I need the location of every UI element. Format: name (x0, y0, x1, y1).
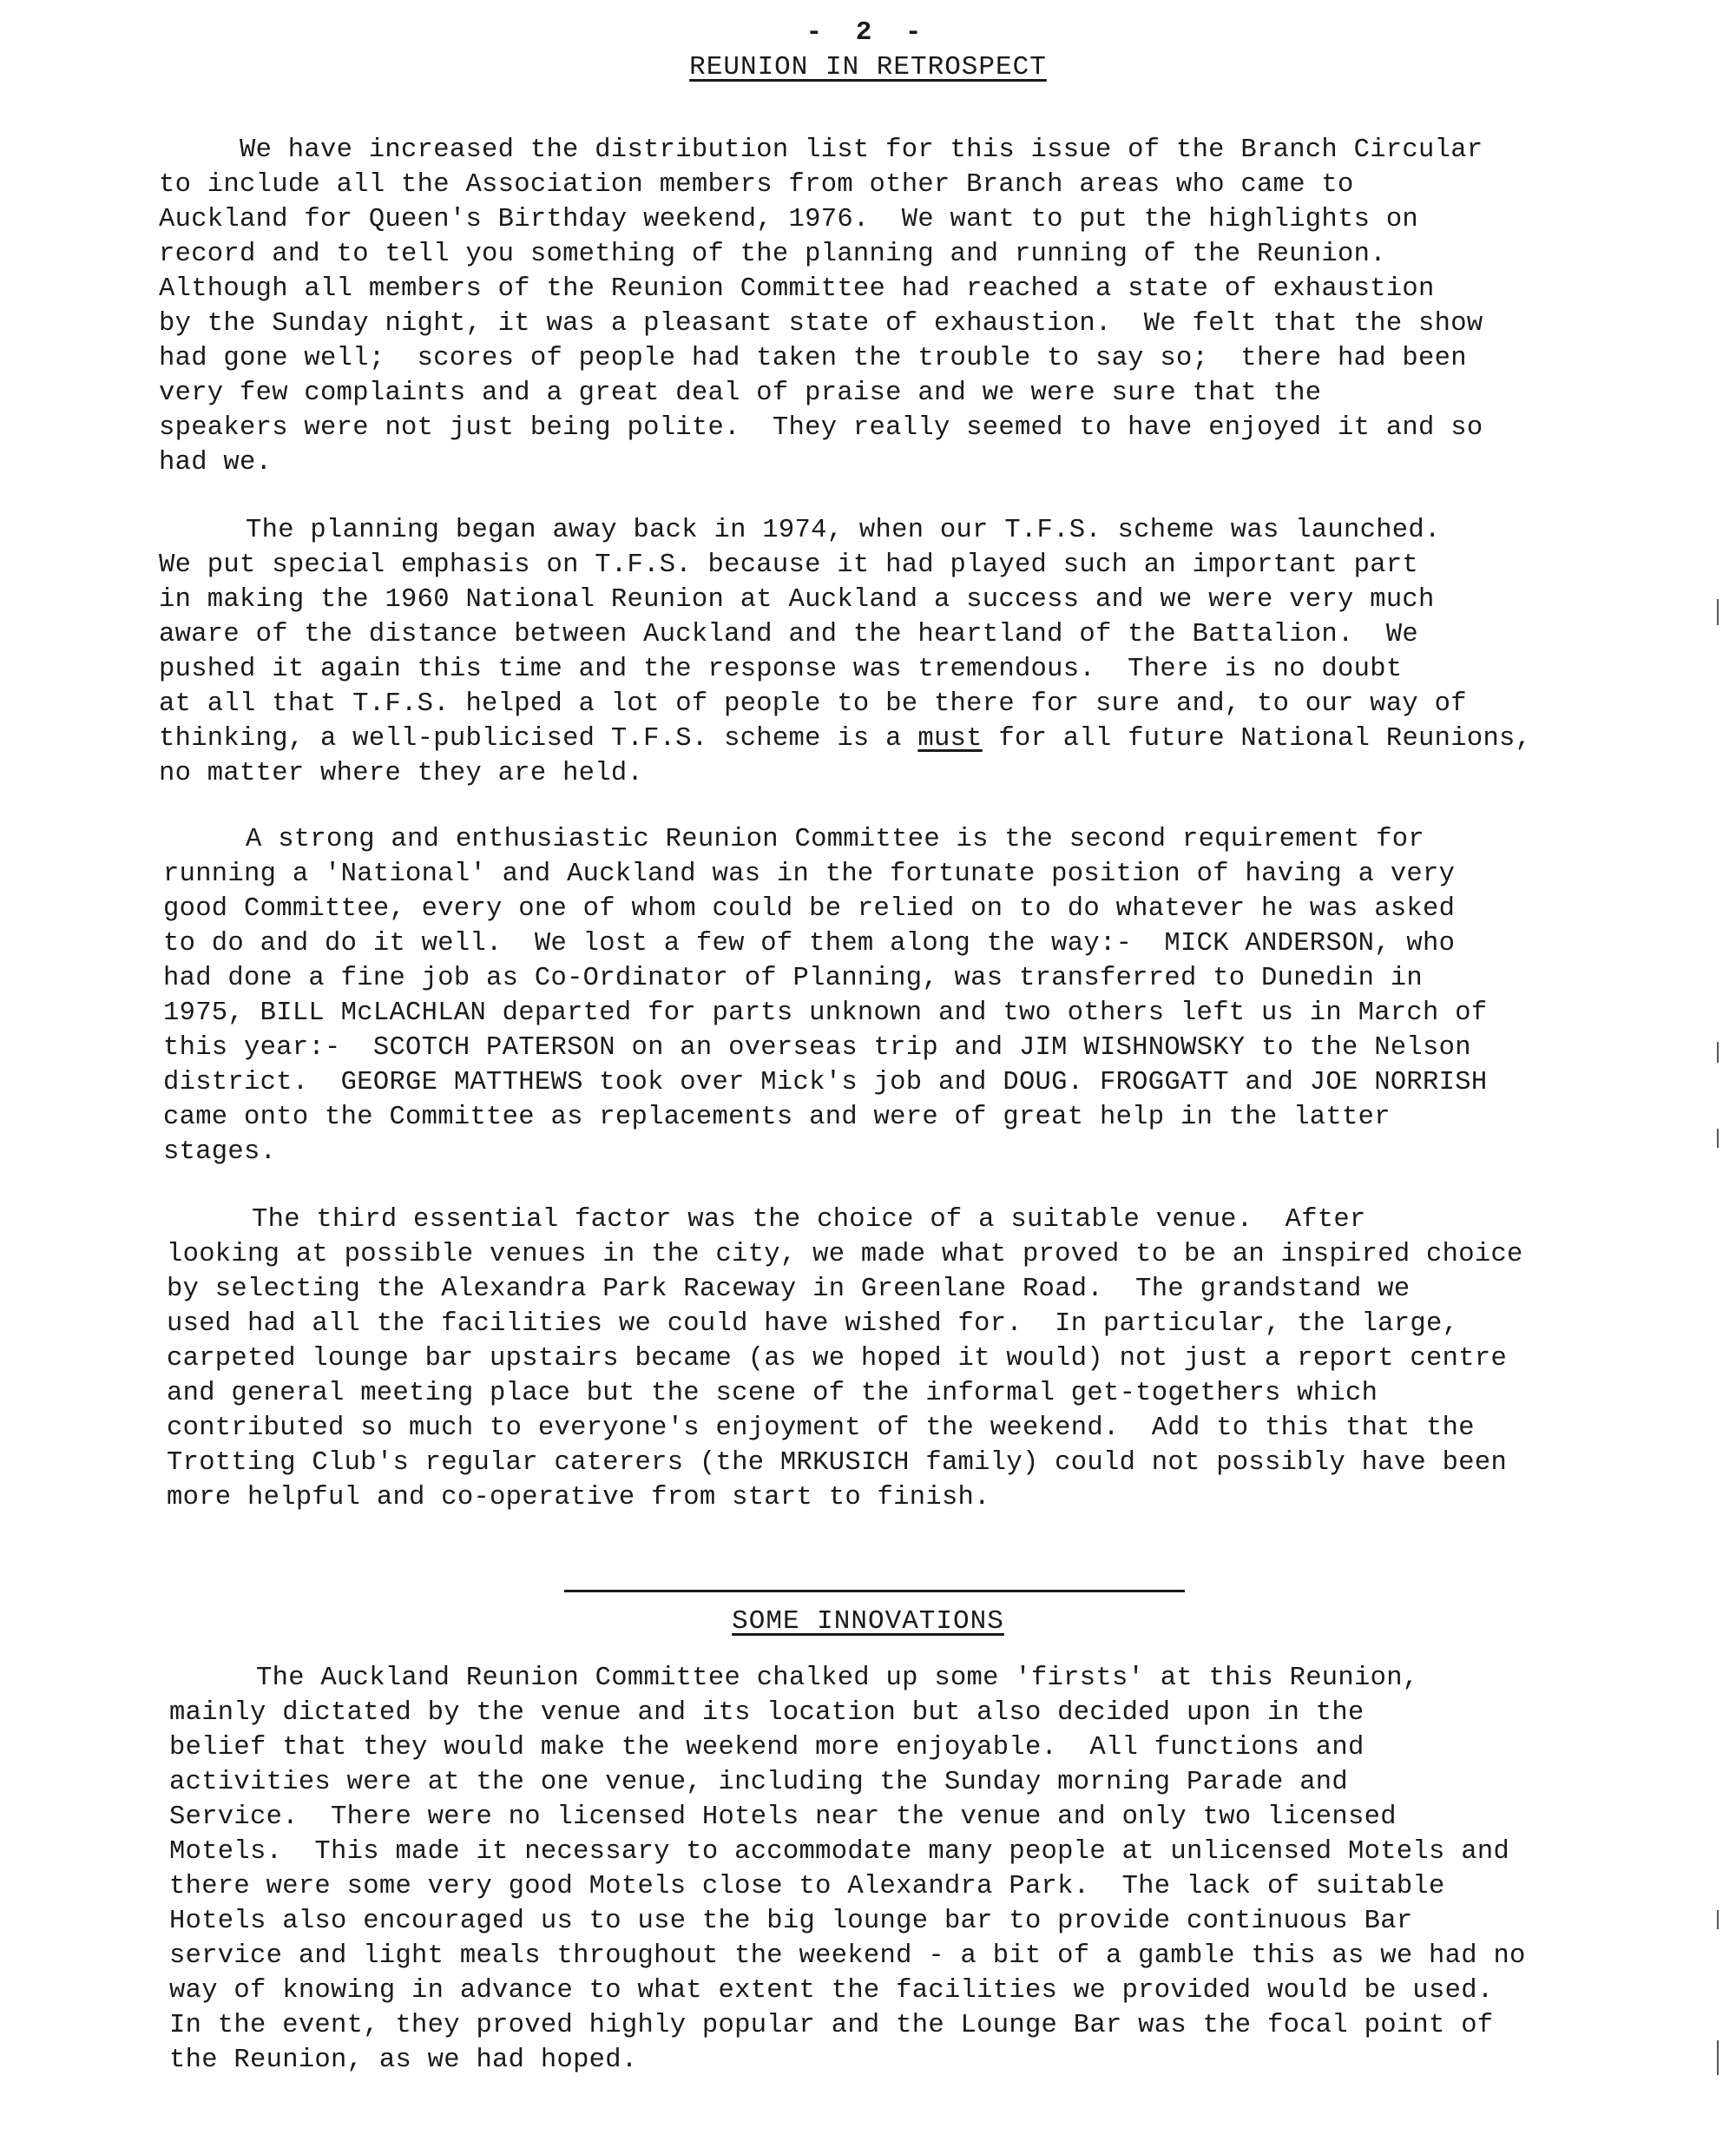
text-line: used had all the facilities we could have wished for. In particular, the large, (167, 1309, 1459, 1339)
text-line: In the event, they proved highly popular and the Lounge Bar was the focal point of (169, 2011, 1494, 2040)
text-line: Service. There were no licensed Hotels near the venue and only two licensed (169, 1802, 1397, 1832)
text-line: 1975, BILL McLACHLAN departed for parts unknown and two others left us in March of (163, 998, 1488, 1028)
text-line: Hotels also encouraged us to use the big lounge bar to provide continuous Bar (169, 1907, 1413, 1936)
section-title: SOME INNOVATIONS (732, 1606, 1004, 1637)
scan-edge-mark (1717, 1129, 1719, 1148)
text-line: We have increased the distribution list for this issue of the Branch Circular (240, 135, 1483, 165)
text-line: looking at possible venues in the city, we made what proved to be an inspired choice (167, 1240, 1523, 1269)
page-title: REUNION IN RETROSPECT (689, 52, 1047, 82)
text-line: way of knowing in advance to what extent the facilities we provided would be used. (169, 1976, 1494, 2006)
text-line: the Reunion, as we had hoped. (169, 2046, 638, 2075)
text-line: had we. (159, 448, 273, 478)
text-line: running a 'National' and Auckland was in the fortunate position of having a very (163, 860, 1456, 889)
text-line: Auckland for Queen's Birthday weekend, 1976. We want to put the highlights on (159, 205, 1419, 234)
text-line: had done a fine job as Co-Ordinator of Planning, was transferred to Dunedin in (163, 964, 1424, 993)
text-line: service and light meals throughout the weekend - a bit of a gamble this as we had no (169, 1941, 1526, 1971)
text-line: very few complaints and a great deal of praise and we were sure that the (159, 379, 1322, 408)
text-line: this year:- SCOTCH PATERSON on an overseas trip and JIM WISHNOWSKY to the Nelson (163, 1033, 1471, 1063)
scan-edge-mark (1717, 1910, 1719, 1929)
text-line: no matter where they are held. (159, 759, 644, 788)
text-line: speakers were not just being polite. They really seemed to have enjoyed it and so (159, 413, 1483, 443)
text-line (159, 722, 1531, 755)
section-divider (564, 1590, 1185, 1592)
text-line: We put special emphasis on T.F.S. because it had played such an important part (159, 550, 1419, 580)
text-line: The third essential factor was the choice of a suitable venue. After (252, 1205, 1366, 1235)
text-line: Motels. This made it necessary to accommodate many people at unlicensed Motels and (169, 1837, 1510, 1867)
text-line: district. GEORGE MATTHEWS took over Mick's job and DOUG. FROGGATT and JOE NORRISH (163, 1068, 1488, 1097)
underlined-emphasis: must (917, 724, 983, 754)
page-number: - 2 - (806, 17, 930, 48)
scan-edge-mark (1717, 2040, 1719, 2075)
text-line: to do and do it well. We lost a few of them along the way:- MICK ANDERSON, who (163, 929, 1456, 959)
text-line: and general meeting place but the scene of the informal get-togethers which (167, 1379, 1378, 1408)
text-line: to include all the Association members from other Branch areas who came to (159, 170, 1354, 200)
text-line: in making the 1960 National Reunion at Auckland a success and we were very much (159, 585, 1435, 615)
text-line: record and to tell you something of the planning and running of the Reunion. (159, 240, 1386, 269)
text-line: contributed so much to everyone's enjoyment of the weekend. Add to this that the (167, 1413, 1475, 1443)
text-segment: for all future National Reunions, (982, 724, 1532, 754)
text-line: stages. (163, 1137, 277, 1167)
text-line: good Committee, every one of whom could be relied on to do whatever he was asked (163, 894, 1456, 924)
text-line: at all that T.F.S. helped a lot of people to be there for sure and, to our way of (159, 689, 1467, 719)
text-line: came onto the Committee as replacements and were of great help in the latter (163, 1103, 1391, 1132)
text-line: aware of the distance between Auckland and the heartland of the Battalion. We (159, 620, 1419, 649)
text-line: more helpful and co-operative from start to finish. (167, 1483, 990, 1512)
text-line: carpeted lounge bar upstairs became (as we hoped it would) not just a report centre (167, 1344, 1508, 1374)
text-line: had gone well; scores of people had taken the trouble to say so; there had been (159, 344, 1467, 373)
text-line: Although all members of the Reunion Committee had reached a state of exhaustion (159, 274, 1435, 304)
text-line: Trotting Club's regular caterers (the MRKUSICH family) could not possibly have been (167, 1448, 1508, 1478)
text-segment: thinking, a well-publicised T.F.S. scheme is a (159, 724, 918, 754)
scan-edge-mark (1717, 599, 1719, 625)
scan-edge-mark (1717, 1042, 1719, 1063)
text-line: by the Sunday night, it was a pleasant state of exhaustion. We felt that the show (159, 309, 1483, 339)
text-line: there were some very good Motels close to Alexandra Park. The lack of suitable (169, 1872, 1445, 1901)
text-line: The planning began away back in 1974, when our T.F.S. scheme was launched. (246, 516, 1441, 545)
text-line: pushed it again this time and the response was tremendous. There is no doubt (159, 655, 1403, 684)
text-line: A strong and enthusiastic Reunion Committee is the second requirement for (246, 825, 1425, 854)
text-line: belief that they would make the weekend more enjoyable. All functions and (169, 1733, 1364, 1763)
text-line: activities were at the one venue, including the Sunday morning Parade and (169, 1768, 1349, 1797)
text-line: The Auckland Reunion Committee chalked up some 'firsts' at this Reunion, (256, 1664, 1419, 1693)
text-line: by selecting the Alexandra Park Raceway in Greenlane Road. The grandstand we (167, 1275, 1410, 1304)
text-line: mainly dictated by the venue and its location but also decided upon in the (169, 1698, 1364, 1728)
